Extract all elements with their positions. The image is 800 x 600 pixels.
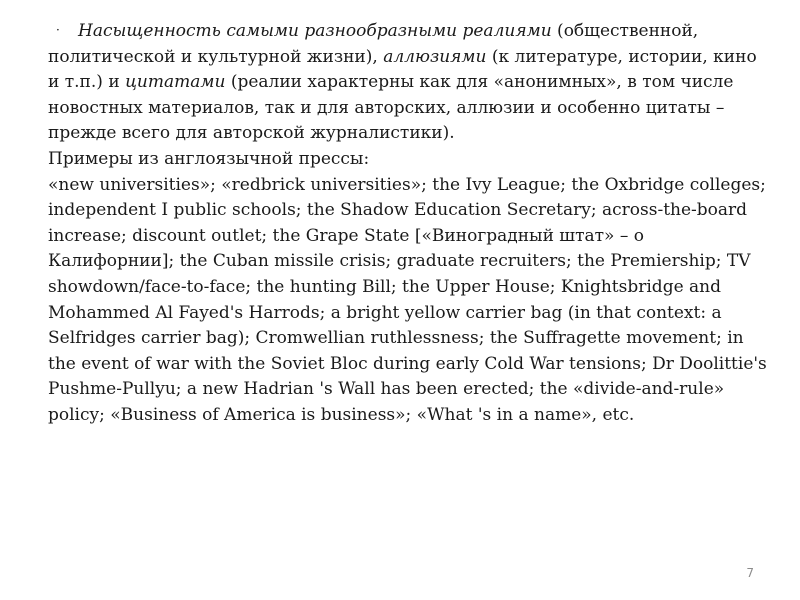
italic-term-quotes: цитатами bbox=[125, 72, 226, 93]
text-segment: (реалии характерны как для «анонимных», в том числе новостных материалов, так и для авторских, аллюзии и особенно цитаты – прежде всего для авторской журналистики). bbox=[48, 72, 734, 144]
bullet-paragraph bbox=[48, 18, 768, 147]
slide-body bbox=[48, 18, 768, 429]
page-number: 7 bbox=[746, 566, 754, 580]
text-segment: (к литературе, истории, кино и т.п.) и bbox=[48, 46, 757, 93]
italic-term-allusions: аллюзиями bbox=[383, 46, 487, 67]
italic-term-realia: Насыщенность самыми разнообразными реалиями bbox=[78, 21, 552, 41]
examples-list: «new universities»; «redbrick universities»; the Ivy League; the Oxbridge colleges; independent I public schools; the Shadow Education Secretary; across-the-board increase; discount outlet; the Grape State [«Виноградный штат» – о Калифорнии]; the Cuban missile crisis; graduate recruiters; the Premiership; TV showdown/face-to-face; the hunting Bill; the Upper House; Knightsbridge and Mohammed Al Fayed's Harrods; a bright yellow carrier bag (in that context: a Selfridges carrier bag); Cromwellian ruthlessness; the Suffragette movement; in the event of war with the Soviet Bloc during early Cold War tensions; Dr Doolittie's Pushme-Pullyu; a new Hadrian 's Wall has been erected; the «divide-and-rule» policy; «Business of America is business»; «What 's in a name», etc. bbox=[48, 174, 767, 425]
bullet-dot-icon: · bbox=[56, 23, 60, 37]
examples-heading: Примеры из англоязычной прессы: bbox=[48, 148, 370, 169]
text-segment: (общественной, политической и культурной жизни), bbox=[48, 21, 699, 67]
